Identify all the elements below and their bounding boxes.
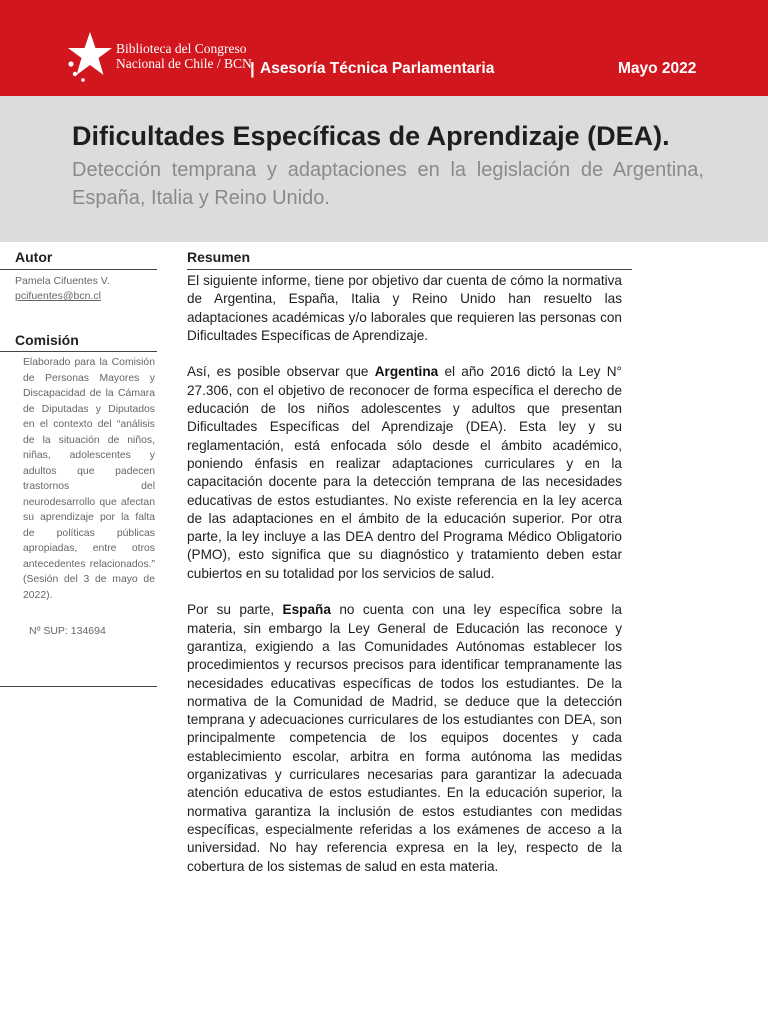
sidebar-bottom-rule	[0, 686, 157, 687]
org-name-line1: Biblioteca del Congreso	[116, 41, 247, 56]
unit-name: Asesoría Técnica Parlamentaria	[260, 60, 495, 77]
resumen-rule	[187, 269, 632, 270]
p3-country: España	[282, 602, 331, 618]
p3-body: no cuenta con una ley específica sobre la materia, sin embargo la Ley General de Educación las reconoce y garantiza, exigiendo a las Comunidades Autónomas establecer los procedimientos y recursos precisos para identificar tempranamente las necesidades educativas específicas de todos los estudiantes. De la normativa de la Comunidad de Madrid, se deduce que la detección temprana y adecuaciones curriculares de los estudiantes con DEA, son principalmente competencia de los equipos docentes y cada establecimiento escolar, arbitra en forma autónoma las medidas organizativas y curriculares necesarias para garantizar la adecuada atención educativa de estos estudiantes. En la educación superior, la normativa garantiza la inclusión de estos estudiantes con medidas específicas, especialmente referidas a los exámenes de acceso a la universidad. No hay referencia expresa en la ley, respecto de la cobertura de los sistemas de salud en esta materia.	[187, 602, 622, 874]
autor-rule	[0, 269, 157, 270]
autor-email-link[interactable]: pcifuentes@bcn.cl	[15, 290, 101, 302]
page-title: Dificultades Específicas de Aprendizaje (DEA).	[72, 121, 670, 151]
resumen-paragraph-1: El siguiente informe, tiene por objetivo dar cuenta de cómo la normativa de Argentina, España, Italia y Reino Unido han resuelto las adaptaciones académicas y/o laborales que requieren las personas con Dificultades Específicas de Aprendizaje.	[187, 273, 622, 343]
p3-intro: Por su parte,	[187, 602, 283, 618]
resumen-paragraph-3	[187, 601, 622, 875]
comision-rule	[0, 351, 157, 352]
org-name	[116, 41, 252, 71]
page-subtitle: Detección temprana y adaptaciones en la legislación de Argentina, España, Italia y Reino Unido.	[72, 159, 704, 209]
resumen-body	[187, 272, 622, 894]
autor-heading: Autor	[15, 249, 53, 265]
report-date: Mayo 2022	[618, 60, 697, 77]
sup-number: Nº SUP: 134694	[29, 625, 106, 637]
autor-name: Pamela Cifuentes V.	[15, 275, 110, 287]
p2-country: Argentina	[374, 364, 439, 380]
resumen-paragraph-2	[187, 363, 622, 583]
resumen-heading: Resumen	[187, 249, 251, 265]
star-logo-icon	[66, 30, 114, 82]
header-bar	[0, 0, 768, 96]
comision-text: Elaborado para la Comisión de Personas Mayores y Discapacidad de la Cámara de Diputadas y Diputados en el contexto del “análisis de la situación de niños, niñas, adolescentes y adultos que padecen trastornos del neurodesarrollo que afectan su aprendizaje por la falta de políticas públicas apropiadas, entre otros antecedentes relacionados.” (Sesión del 3 de mayo de 2022).	[23, 357, 155, 601]
header-separator: |	[250, 59, 255, 78]
org-name-line2: Nacional de Chile / BCN	[116, 56, 252, 71]
p2-intro: Así, es posible observar que	[187, 364, 375, 380]
p2-body: el año 2016 dictó la Ley N° 27.306, con el objetivo de reconocer de forma específica el derecho de educación de los niños adolescentes y adultos que presentan Dificultades Específicas del Aprendizaje (DEA). Esta ley y su reglamentación, está enfocada sólo desde el ámbito académico, poniendo énfasis en realizar adaptaciones curriculares y en la capacitación docente para la detección temprana de las necesidades educativas de estos estudiantes. No existe referencia en la ley acerca de las adaptaciones en el ámbito de la educación superior. Por otra parte, la ley incluye a las DEA dentro del Programa Médico Obligatorio (PMO), esto significa que su diagnóstico y tratamiento deben estar cubiertos en su totalidad por los servicios de salud.	[187, 364, 622, 581]
comision-heading: Comisión	[15, 332, 79, 348]
